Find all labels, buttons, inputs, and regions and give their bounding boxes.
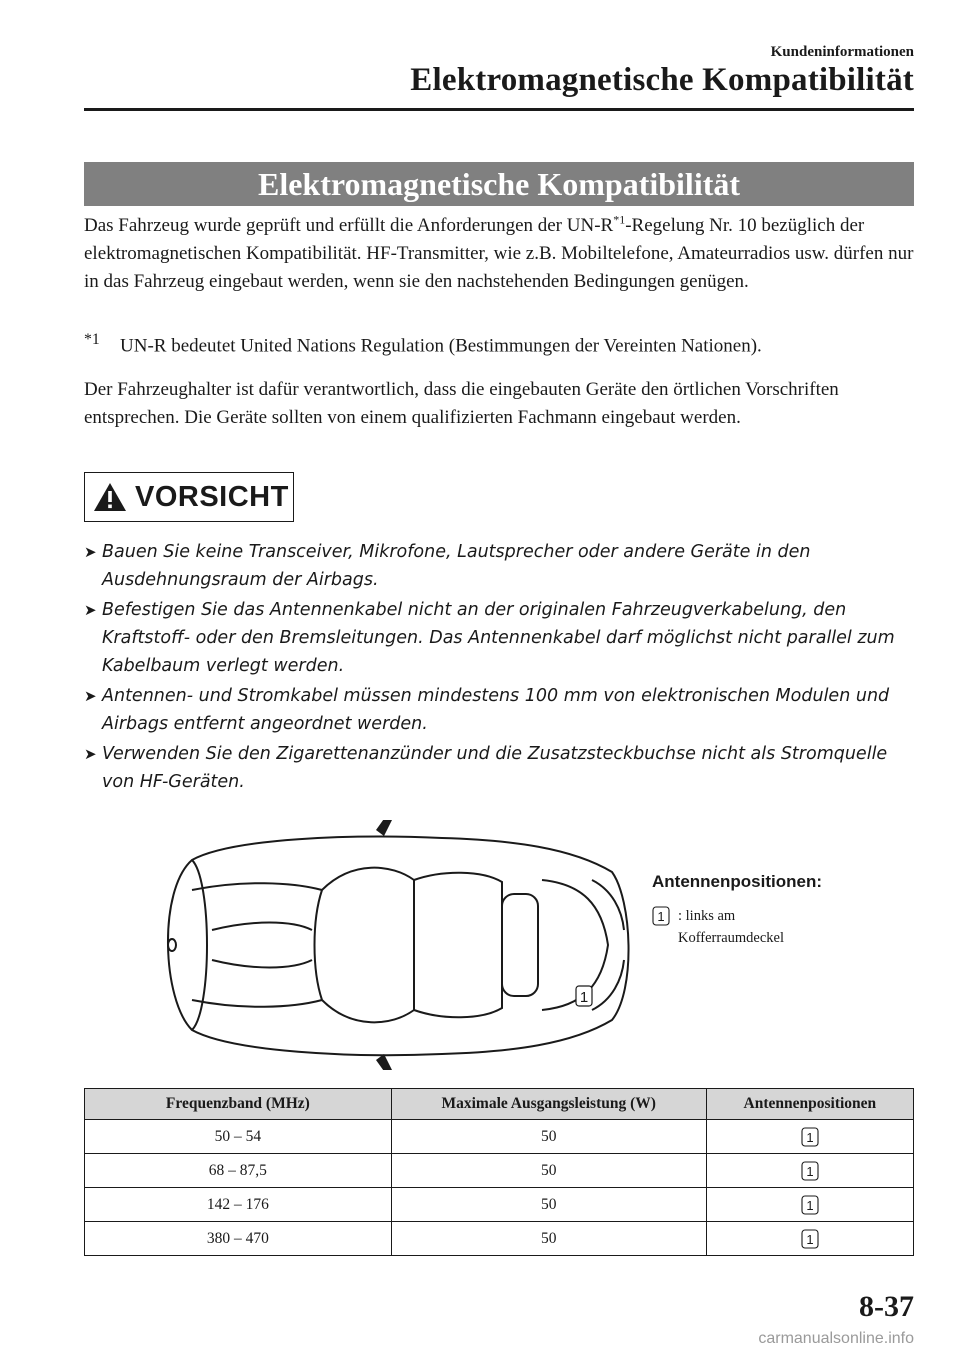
antenna-position-1-icon [801,1127,819,1147]
svg-text:1: 1 [806,1197,814,1213]
cell-position [706,1188,913,1222]
cell-band: 380 – 470 [85,1222,392,1256]
chapter-label: Kundeninformationen [770,44,914,60]
cell-band: 50 – 54 [85,1120,392,1154]
list-item: ➤ Antennen- und Stromkabel müssen mindestens 100 mm von elektronischen Modulen und Airbags entfernt angeordnet werden. [84,682,914,738]
intro-paragraph [84,212,914,296]
antenna-position-1-icon [801,1229,819,1249]
caution-box [84,472,294,522]
cell-power: 50 [391,1154,706,1188]
list-item: ➤ Befestigen Sie das Antennenkabel nicht an der originalen Fahrzeugverkabelung, den Kraftstoff- oder den Bremsleitungen. Das Antennenkabel darf möglichst nicht parallel zum Kabelbaum verlegt werden. [84,596,914,680]
arrow-bullet-icon: ➤ [84,745,97,763]
running-title: Elektromagnetische Kompatibilität [410,62,914,98]
legend-line-1: : links am [678,908,736,924]
svg-text:1: 1 [806,1129,814,1145]
warning-icon [93,482,127,512]
cell-position [706,1154,913,1188]
list-item: ➤ Bauen Sie keine Transceiver, Mikrofone, Lautsprecher oder andere Geräte in den Ausdehnungsraum der Airbags. [84,538,914,594]
owner-paragraph: Der Fahrzeughalter ist dafür verantwortlich, dass die eingebauten Geräte den örtlichen Vorschriften entsprechen. Die Geräte sollten von einem qualifizierten Fachmann eingebaut werden. [84,379,839,428]
table-row [85,1120,914,1154]
arrow-bullet-icon: ➤ [84,687,97,705]
legend-title: Antennenpositionen: [652,872,822,891]
antenna-position-1-icon [652,906,670,926]
antenna-position-1-icon [801,1161,819,1181]
legend-line-2: Kofferraumdeckel [678,930,785,946]
svg-text:1: 1 [806,1231,814,1247]
page-number: 8-37 [859,1290,914,1323]
cell-position [706,1120,913,1154]
table-row [85,1222,914,1256]
section-title: Elektromagnetische Kompatibilität [84,162,914,206]
footnote-mark: *1 [84,331,100,348]
arrow-bullet-icon: ➤ [84,601,97,619]
legend-marker-label: 1 [657,909,665,924]
footnote-ref: *1 [613,212,626,227]
legend-description [678,905,784,949]
svg-text:1: 1 [806,1163,814,1179]
watermark-link[interactable]: carmanualsonline.info [758,1330,914,1347]
header-rule [84,108,914,111]
table-header-row [85,1089,914,1120]
cell-position [706,1222,913,1256]
col-header-band: Frequenzband (MHz) [85,1089,392,1120]
antenna-marker-label: 1 [579,989,589,1006]
frequency-table [84,1088,914,1256]
arrow-bullet-icon: ➤ [84,543,97,561]
table-row [85,1154,914,1188]
intro-text-a: Das Fahrzeug wurde geprüft und erfüllt die Anforderungen der UN-R [84,215,614,236]
cell-power: 50 [391,1120,706,1154]
cell-band: 68 – 87,5 [85,1154,392,1188]
col-header-power: Maximale Ausgangsleistung (W) [391,1089,706,1120]
table-row [85,1188,914,1222]
caution-label: VORSICHT [135,480,289,513]
cell-band: 142 – 176 [85,1188,392,1222]
footnote-text: UN-R bedeutet United Nations Regulation (Bestimmungen der Vereinten Nationen). [120,335,762,357]
car-top-view-illustration [152,820,642,1070]
footnote [84,326,914,360]
cell-power: 50 [391,1188,706,1222]
intro-text-b: -Regelung Nr. 10 bezüglich der elektromagnetischen Kompatibilität. HF-Transmitter, wie z.B. Mobiltelefone, Amateurradios usw. dürfen nur in das Fahrzeug eingebaut werden, wenn sie den nachstehenden Bedingungen genügen. [84,215,914,292]
list-item: ➤ Verwenden Sie den Zigarettenanzünder und die Zusatzsteckbuchse nicht als Stromquelle von HF-Geräten. [84,740,914,796]
antenna-position-1-icon [801,1195,819,1215]
col-header-position: Antennenpositionen [706,1089,913,1120]
cell-power: 50 [391,1222,706,1256]
caution-list [84,538,914,798]
